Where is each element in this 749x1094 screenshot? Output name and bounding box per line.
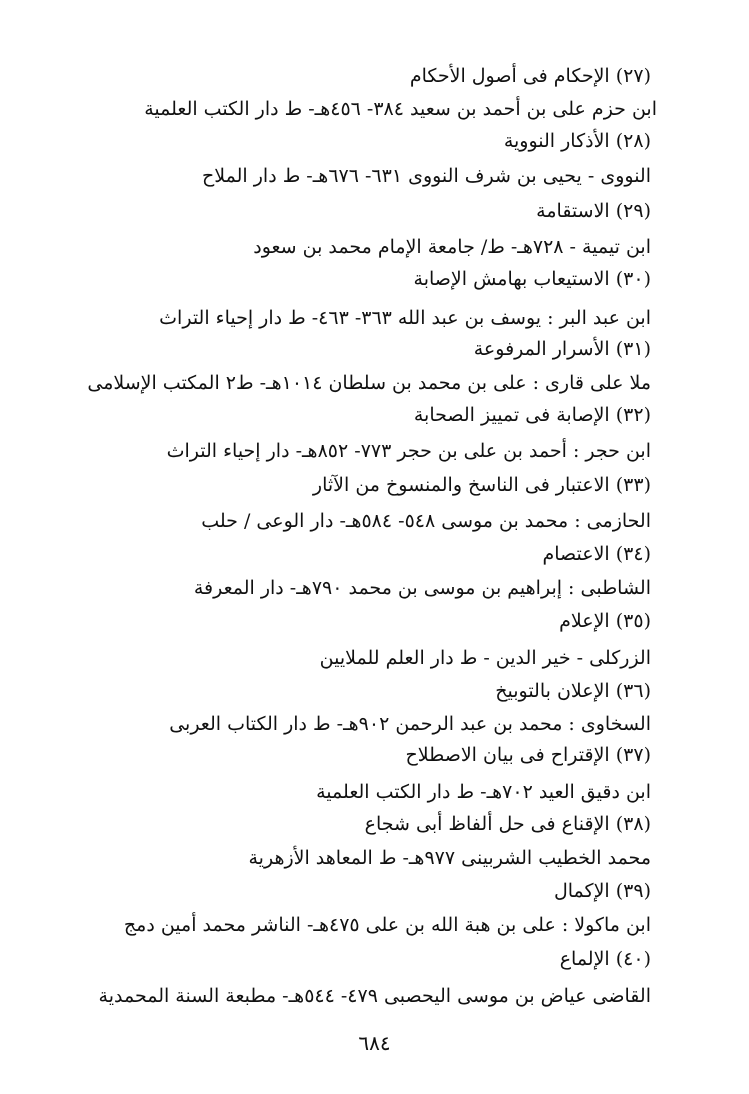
- entry-38-detail: محمد الخطيب الشربينى ٩٧٧هـ- ط المعاهد الأزهرية: [248, 847, 651, 869]
- entry-40-detail: القاضى عياض بن موسى اليحصبى ٤٧٩- ٥٤٤هـ- مطبعة السنة المحمدية: [98, 985, 651, 1007]
- entry-30-title: (٣٠) الاستيعاب بهامش الإصابة: [413, 268, 651, 290]
- page-number: ٦٨٤: [358, 1031, 391, 1055]
- entry-29-title: (٢٩) الاستقامة: [536, 200, 651, 222]
- entry-27-detail: ابن حزم على بن أحمد بن سعيد ٣٨٤- ٤٥٦هـ- ط دار الكتب العلمية: [144, 98, 657, 120]
- entry-33-detail: الحازمى : محمد بن موسى ٥٤٨- ٥٨٤هـ- دار الوعى / حلب: [201, 510, 651, 532]
- entry-31-detail: ملا على قارى : على بن محمد بن سلطان ١٠١٤هـ- ط٢ المكتب الإسلامى: [87, 372, 651, 394]
- entry-32-detail: ابن حجر : أحمد بن على بن حجر ٧٧٣- ٨٥٢هـ- دار إحياء التراث: [166, 440, 651, 462]
- entry-37-detail: ابن دقيق العيد ٧٠٢هـ- ط دار الكتب العلمية: [316, 781, 651, 803]
- entry-28-detail: النووى - يحيى بن شرف النووى ٦٣١- ٦٧٦هـ- ط دار الملاح: [202, 165, 651, 187]
- entry-40-title: (٤٠) الإلماع: [559, 948, 651, 970]
- entry-35-detail: الزركلى - خير الدين - ط دار العلم للملايين: [319, 647, 651, 669]
- entry-32-title: (٣٢) الإصابة فى تمييز الصحابة: [413, 404, 651, 426]
- entry-36-detail: السخاوى : محمد بن عبد الرحمن ٩٠٢هـ- ط دار الكتاب العربى: [169, 713, 651, 735]
- entry-30-detail: ابن عبد البر : يوسف بن عبد الله ٣٦٣- ٤٦٣- ط دار إحياء التراث: [159, 307, 651, 329]
- entry-27-title: (٢٧) الإحكام فى أصول الأحكام: [409, 65, 651, 87]
- entry-38-title: (٣٨) الإقناع فى حل ألفاظ أبى شجاع: [364, 813, 651, 835]
- entry-37-title: (٣٧) الإقتراح فى بيان الاصطلاح: [405, 744, 651, 766]
- entry-34-detail: الشاطبى : إبراهيم بن موسى بن محمد ٧٩٠هـ- دار المعرفة: [193, 577, 651, 599]
- entry-39-detail: ابن ماكولا : على بن هبة الله بن على ٤٧٥هـ- الناشر محمد أمين دمج: [123, 914, 651, 936]
- entry-35-title: (٣٥) الإعلام: [559, 610, 651, 632]
- entry-29-detail: ابن تيمية - ٧٢٨هـ- ط/ جامعة الإمام محمد بن سعود: [253, 236, 651, 258]
- entry-28-title: (٢٨) الأذكار النووية: [503, 130, 651, 152]
- entry-34-title: (٣٤) الاعتصام: [542, 543, 651, 565]
- entry-36-title: (٣٦) الإعلان بالتوبيخ: [495, 680, 651, 702]
- entry-39-title: (٣٩) الإكمال: [553, 880, 651, 902]
- entry-33-title: (٣٣) الاعتبار فى الناسخ والمنسوخ من الآثار: [312, 474, 651, 496]
- entry-31-title: (٣١) الأسرار المرفوعة: [473, 338, 651, 360]
